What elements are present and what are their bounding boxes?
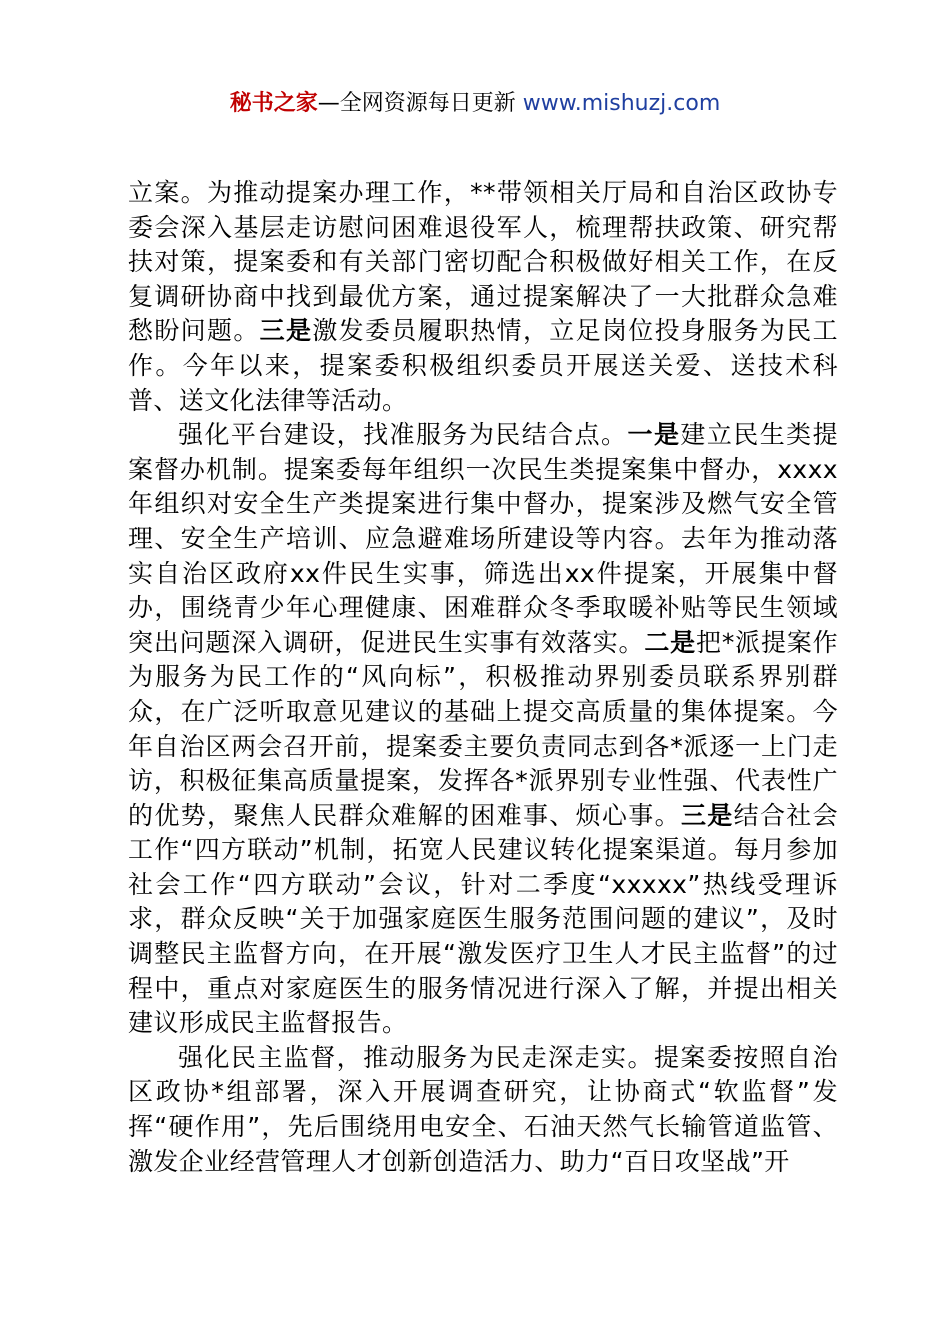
paragraph-text: 强化平台建设，找准服务为民结合点。 bbox=[178, 420, 628, 450]
site-tagline: —全网资源每日更新 bbox=[317, 91, 523, 116]
paragraph-text: 建立民生类提案督办机制。提案委每年组织一次民生类提案集中督办，xxxx年组织对安全生产类提案进行集中督办，提案涉及燃气安全管理、安全生产培训、应急避难场所建设等内容。去年为推动落实自治区政府xx件民生实事，筛选出xx件提案，开展集中督办，围绕青少年心理健康、困难群众冬季取暖补贴等民生领域突出问题深入调研，促进民生实事有效落实。 bbox=[128, 420, 838, 657]
paragraph-text: 结合社会工作“四方联动”机制，拓宽人民建议转化提案渠道。每月参加社会工作“四方联动”会议，针对二季度“xxxxx”热线受理诉求，群众反映“关于加强家庭医生服务范围问题的建议”，及时调整民主监督方向，在开展“激发医疗卫生人才民主监督”的过程中，重点对家庭医生的服务情况进行深入了解，并提出相关建议形成民主监督报告。 bbox=[128, 800, 838, 1038]
paragraph-emphasis: 三是 bbox=[259, 316, 313, 346]
paragraph-text: 强化民主监督，推动服务为民走深走实。提案委按照自治区政协*组部署，深入开展调查研究，让协商式“软监督”发挥“硬作用”，先后围绕用电安全、石油天然气长输管道监管、激发企业经营管理人才创新创造活力、助力“百日攻坚战”开 bbox=[128, 1042, 838, 1176]
site-header bbox=[0, 86, 950, 122]
site-brand: 秘书之家 bbox=[229, 91, 318, 116]
site-url[interactable]: www.mishuzj.com bbox=[522, 91, 721, 116]
paragraph-text: 把*派提案作为服务为民工作的“风向标”，积极推动界别委员联系界别群众，在广泛听取意见建议的基础上提交高质量的集体提案。今年自治区两会召开前，提案委主要负责同志到各*派逐一上门走访，积极征集高质量提案，发挥各*派界别专业性强、代表性广的优势，聚焦人民群众难解的困难事、烦心事。 bbox=[128, 627, 838, 830]
paragraph-text: 激发委员履职热情，立足岗位投身服务为民工作。今年以来，提案委积极组织委员开展送关爱、送技术科普、送文化法律等活动。 bbox=[128, 316, 838, 415]
paragraph-3 bbox=[128, 1041, 838, 1179]
paragraph-emphasis: 二是 bbox=[644, 627, 696, 657]
paragraph-text: 立案。为推动提案办理工作，**带领相关厅局和自治区政协专委会深入基层走访慰问困难退役军人，梳理帮扶政策、研究帮扶对策，提案委和有关部门密切配合积极做好相关工作，在反复调研协商中找到最优方案，通过提案解决了一大批群众急难愁盼问题。 bbox=[128, 178, 838, 346]
paragraph-emphasis: 一是 bbox=[627, 420, 681, 450]
paragraph-1 bbox=[128, 176, 838, 418]
paragraph-emphasis: 三是 bbox=[680, 800, 734, 830]
paragraph-2 bbox=[128, 418, 838, 1041]
document-body bbox=[128, 176, 838, 1179]
